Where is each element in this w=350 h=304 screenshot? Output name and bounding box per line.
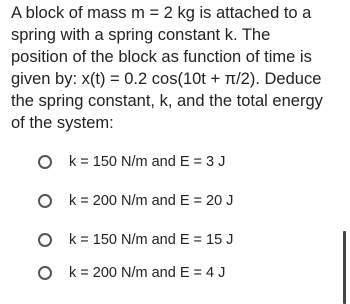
answer-option[interactable] <box>38 151 225 173</box>
option-label: k = 150 N/m and E = 3 J <box>69 154 226 170</box>
question-text: A block of mass m = 2 kg is attached to a spring with a spring constant k. The position of the block as function of time is given by: x(t) = 0.2 cos(10t + π/2). Deduce the spring constant, k, and the total energy of the system: <box>11 4 323 132</box>
answer-option[interactable] <box>38 262 225 284</box>
radio-button-icon[interactable] <box>38 266 52 280</box>
answer-option[interactable] <box>38 229 233 251</box>
option-label: k = 200 N/m and E = 4 J <box>69 265 226 281</box>
option-label: k = 150 N/m and E = 15 J <box>69 232 234 248</box>
scrollbar[interactable] <box>343 231 346 304</box>
radio-button-icon[interactable] <box>38 194 52 208</box>
answer-option[interactable] <box>38 190 233 212</box>
radio-button-icon[interactable] <box>38 155 52 169</box>
radio-button-icon[interactable] <box>38 233 52 247</box>
option-label: k = 200 N/m and E = 20 J <box>69 193 234 209</box>
